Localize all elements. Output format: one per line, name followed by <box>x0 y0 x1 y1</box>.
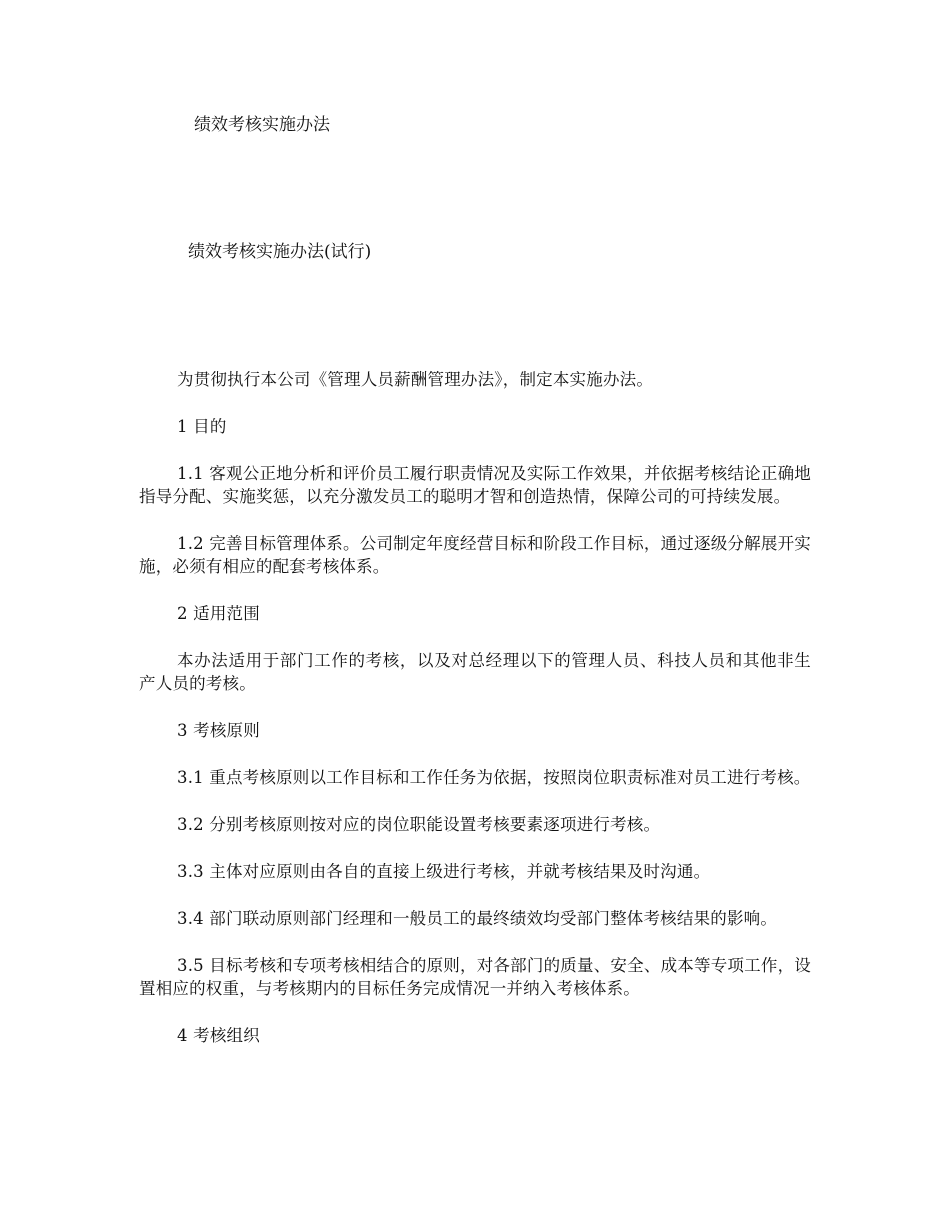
section-heading-principles: 3 考核原则 <box>177 721 260 740</box>
paragraph-3-1: 3.1 重点考核原则以工作目标和工作任务为依据，按照岗位职责标准对员工进行考核。 <box>177 768 811 787</box>
paragraph-1-2: 1.2 完善目标管理体系。公司制定年度经营目标和阶段工作目标，通过逐级分解展开实施，必须有相应的配套考核体系。 <box>139 534 811 576</box>
paragraph-1-1: 1.1 客观公正地分析和评价员工履行职责情况及实际工作效果，并依据考核结论正确地指导分配、实施奖惩，以充分激发员工的聪明才智和创造热情，保障公司的可持续发展。 <box>139 464 811 506</box>
paragraph-3-5: 3.5 目标考核和专项考核相结合的原则，对各部门的质量、安全、成本等专项工作，设置相应的权重，与考核期内的目标任务完成情况一并纳入考核体系。 <box>139 956 811 998</box>
paragraph-intro: 为贯彻执行本公司《管理人员薪酬管理办法》，制定本实施办法。 <box>177 370 654 389</box>
document-subtitle: 绩效考核实施办法(试行) <box>188 242 372 262</box>
section-heading-organization: 4 考核组织 <box>177 1026 260 1045</box>
paragraph-3-3: 3.3 主体对应原则由各自的直接上级进行考核，并就考核结果及时沟通。 <box>177 862 711 881</box>
document-body <box>139 368 811 1071</box>
paragraph-3-4: 3.4 部门联动原则部门经理和一般员工的最终绩效均受部门整体考核结果的影响。 <box>177 909 778 928</box>
paragraph-scope: 本办法适用于部门工作的考核，以及对总经理以下的管理人员、科技人员和其他非生产人员的考核。 <box>139 651 811 693</box>
document-title: 绩效考核实施办法 <box>194 115 330 135</box>
section-heading-purpose: 1 目的 <box>177 417 227 436</box>
section-heading-scope: 2 适用范围 <box>177 604 260 623</box>
paragraph-3-2: 3.2 分别考核原则按对应的岗位职能设置考核要素逐项进行考核。 <box>177 815 661 834</box>
